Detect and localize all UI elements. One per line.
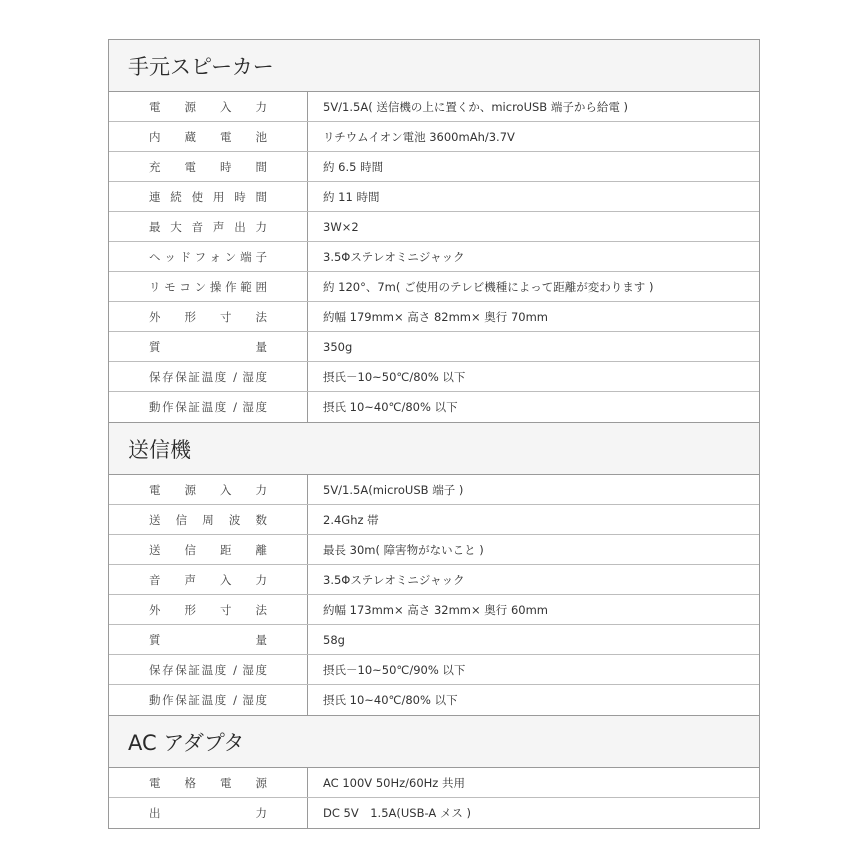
spec-value: リチウムイオン電池 3600mAh/3.7V	[323, 129, 515, 144]
spec-label-cell	[109, 122, 308, 151]
spec-label: 電 源 入 力	[149, 99, 267, 114]
spec-label: 内 蔵 電 池	[149, 129, 267, 144]
spec-value: 摂氏－10~50℃/90% 以下	[323, 662, 466, 677]
spec-value: 58g	[323, 632, 345, 647]
section-title: 手元スピーカー	[109, 40, 759, 92]
spec-row	[109, 655, 759, 685]
spec-label: 出 力	[149, 806, 267, 820]
spec-value: 摂氏 10~40℃/80% 以下	[323, 400, 458, 414]
spec-label-cell	[109, 625, 308, 654]
spec-label: 質 量	[149, 339, 267, 354]
spec-value: 摂氏 10~40℃/80% 以下	[323, 693, 458, 707]
spec-row	[109, 565, 759, 595]
section-title: 送信機	[109, 423, 759, 475]
spec-label: 最大音声出力	[149, 219, 267, 234]
spec-label: 動作保証温度 / 湿度	[149, 693, 267, 707]
spec-label: 電 源 入 力	[149, 482, 267, 497]
spec-row	[109, 302, 759, 332]
spec-row	[109, 122, 759, 152]
spec-value: 5V/1.5A( 送信機の上に置くか、microUSB 端子から給電 )	[323, 99, 628, 114]
spec-label-cell	[109, 272, 308, 301]
spec-row	[109, 242, 759, 272]
spec-label-cell	[109, 535, 308, 564]
spec-value: 約 120°、7m( ご使用のテレビ機種によって距離が変わります )	[323, 279, 654, 294]
spec-row	[109, 685, 759, 715]
spec-label: 質 量	[149, 632, 267, 647]
spec-label: 外 形 寸 法	[149, 602, 267, 617]
spec-label-cell	[109, 595, 308, 624]
spec-label: 連続使用時間	[149, 189, 267, 204]
spec-label: 外 形 寸 法	[149, 309, 267, 324]
spec-row	[109, 535, 759, 565]
spec-label-cell	[109, 92, 308, 121]
spec-label-cell	[109, 182, 308, 211]
spec-row	[109, 768, 759, 798]
spec-row	[109, 182, 759, 212]
spec-row	[109, 362, 759, 392]
spec-row	[109, 505, 759, 535]
spec-label-cell	[109, 505, 308, 534]
spec-row	[109, 475, 759, 505]
spec-section	[109, 716, 759, 828]
spec-value: 2.4Ghz 帯	[323, 512, 379, 527]
spec-label: 送 信 距 離	[149, 542, 267, 557]
spec-row	[109, 212, 759, 242]
spec-label-cell	[109, 212, 308, 241]
spec-value: 摂氏－10~50℃/80% 以下	[323, 369, 466, 384]
spec-value: DC 5V 1.5A(USB-A メス )	[323, 806, 472, 820]
spec-row	[109, 392, 759, 422]
spec-label-cell	[109, 798, 308, 828]
spec-value: 3W×2	[323, 219, 359, 234]
spec-label: リモコン操作範囲	[149, 279, 267, 294]
spec-row	[109, 625, 759, 655]
spec-value: 約 6.5 時間	[323, 159, 384, 174]
spec-label-cell	[109, 475, 308, 504]
spec-label: 音 声 入 力	[149, 572, 267, 587]
spec-label-cell	[109, 332, 308, 361]
spec-row	[109, 332, 759, 362]
spec-label: ヘッドフォン端子	[149, 249, 267, 264]
spec-label-cell	[109, 565, 308, 594]
spec-label-cell	[109, 152, 308, 181]
spec-value: 最長 30m( 障害物がないこと )	[323, 542, 484, 557]
spec-label: 充 電 時 間	[149, 159, 267, 174]
spec-label-cell	[109, 768, 308, 797]
spec-label: 保存保証温度 / 湿度	[149, 662, 267, 677]
spec-label-cell	[109, 362, 308, 391]
spec-label: 送信周波数	[149, 512, 267, 527]
spec-label-cell	[109, 685, 308, 715]
spec-table	[108, 39, 760, 829]
spec-label: 保存保証温度 / 湿度	[149, 369, 267, 384]
spec-label: 動作保証温度 / 湿度	[149, 400, 267, 414]
spec-value: 5V/1.5A(microUSB 端子 )	[323, 482, 464, 497]
spec-label-cell	[109, 242, 308, 271]
spec-value: 約 11 時間	[323, 189, 380, 204]
spec-value: AC 100V 50Hz/60Hz 共用	[323, 775, 465, 790]
spec-value: 350g	[323, 339, 353, 354]
spec-section	[109, 423, 759, 716]
spec-row	[109, 152, 759, 182]
spec-section	[109, 40, 759, 423]
section-title: AC アダプタ	[109, 716, 759, 768]
spec-value: 3.5Φステレオミニジャック	[323, 572, 465, 587]
spec-value: 3.5Φステレオミニジャック	[323, 249, 465, 264]
spec-row	[109, 92, 759, 122]
spec-row	[109, 798, 759, 828]
spec-label: 電 格 電 源	[149, 775, 267, 790]
spec-value: 約幅 179mm× 高さ 82mm× 奥行 70mm	[323, 309, 548, 324]
spec-label-cell	[109, 655, 308, 684]
spec-row	[109, 595, 759, 625]
spec-row	[109, 272, 759, 302]
spec-label-cell	[109, 302, 308, 331]
spec-label-cell	[109, 392, 308, 422]
spec-value: 約幅 173mm× 高さ 32mm× 奥行 60mm	[323, 602, 548, 617]
